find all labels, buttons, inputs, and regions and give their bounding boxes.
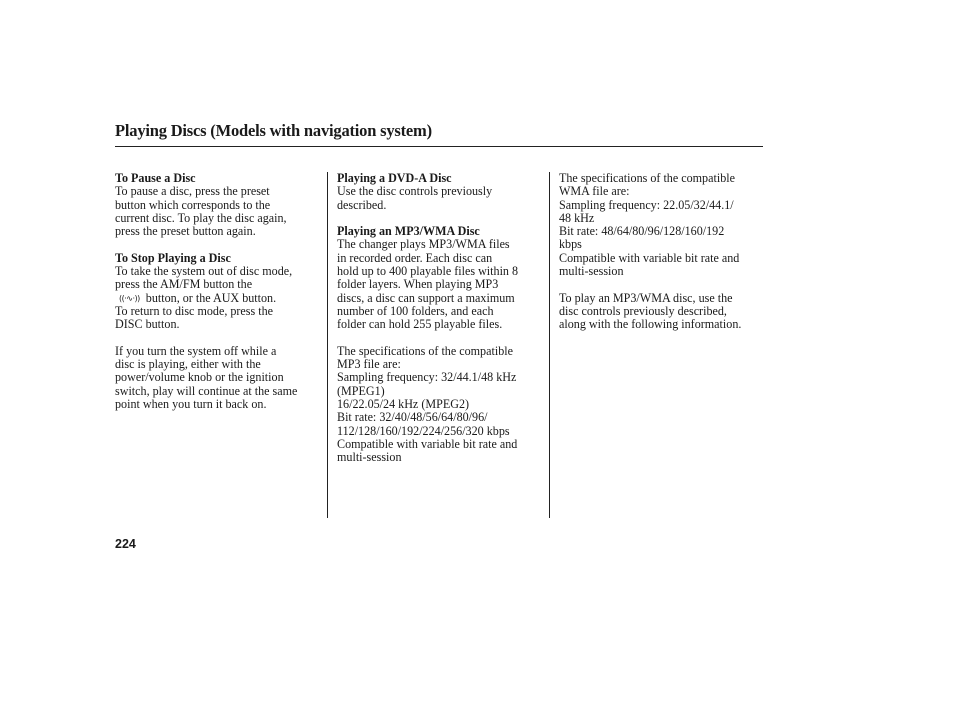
play-mp3-wma-text-line: disc controls previously described, [559,303,727,318]
stop-disc-text-line: To return to disc mode, press the [115,303,274,318]
mp3-wma-text-line: folder layers. When playing MP3 [337,277,499,292]
paragraph-gap [337,332,543,345]
column-divider-right [549,172,550,518]
mp3-wma-text-line: in recorded order. Each disc can [337,250,493,265]
title-divider [115,146,763,147]
power-off-text-line: power/volume knob or the ignition [115,370,284,385]
mp3-specs-text-line: The specifications of the compatible [337,343,513,358]
mp3-wma-text-line: hold up to 400 playable files within 8 [337,264,519,279]
wma-specs-text-line: The specifications of the compatible [559,171,735,185]
sound-mode-button-icon: ((·∿·)) [119,293,140,303]
pause-disc-heading: To Pause a Disc [115,171,196,185]
mp3-wma-text-line: The changer plays MP3/WMA files [337,237,510,252]
pause-disc-text-line: press the preset button again. [115,224,256,239]
wma-specs-text-line: WMA file are: [559,184,630,199]
mp3-specs-text-line: 112/128/160/192/224/256/320 kbps [337,423,510,438]
stop-disc-icon-line [115,292,321,305]
pause-disc-text-line: current disc. To play the disc again, [115,210,287,225]
stop-disc-text-line: press the AM/FM button the [115,277,253,292]
stop-disc-text-fragment: button, or the AUX button. [145,290,277,305]
column-divider-left [327,172,328,518]
power-off-text-line: point when you turn it back on. [115,397,267,412]
mp3-specs-text-line: 16/22.05/24 kHz (MPEG2) [337,397,470,412]
mp3-wma-heading: Playing an MP3/WMA Disc [337,224,480,239]
play-mp3-wma-text-line: along with the following information. [559,317,742,332]
page-title: Playing Discs (Models with navigation system) [115,121,432,140]
wma-specs-text-line: Bit rate: 48/64/80/96/128/160/192 [559,224,725,239]
power-off-text-line: switch, play will continue at the same [115,383,298,398]
dvd-a-text-line: Use the disc controls previously [337,184,493,199]
stop-disc-text-line: To take the system out of disc mode, [115,264,293,279]
paragraph-gap [115,238,321,251]
mp3-specs-text-line: Bit rate: 32/40/48/56/64/80/96/ [337,410,488,425]
mp3-specs-text-line: Sampling frequency: 32/44.1/48 kHz [337,370,517,385]
wma-specs-text-line: Compatible with variable bit rate and [559,250,740,265]
dvd-a-text-line: described. [337,197,387,212]
pause-disc-text-line: To pause a disc, press the preset [115,184,270,199]
stop-disc-heading: To Stop Playing a Disc [115,250,231,265]
wma-specs-text-line: 48 kHz [559,210,595,225]
power-off-text-line: If you turn the system off while a [115,343,277,358]
play-mp3-wma-text-line: To play an MP3/WMA disc, use the [559,290,733,305]
dvd-a-heading: Playing a DVD-A Disc [337,171,452,185]
column-left [115,172,321,411]
mp3-specs-text-line: multi-session [337,450,402,465]
paragraph-gap [115,332,321,345]
wma-specs-text-line: multi-session [559,264,624,279]
pause-disc-text-line: button which corresponds to the [115,197,271,212]
column-middle [337,172,543,465]
mp3-wma-text-line: number of 100 folders, and each [337,303,494,318]
stop-disc-text-line: DISC button. [115,317,180,332]
page-number: 224 [115,537,136,551]
column-right [559,172,763,332]
wma-specs-text-line: Sampling frequency: 22.05/32/44.1/ [559,197,734,212]
mp3-wma-text-line: discs, a disc can support a maximum [337,290,515,305]
wma-specs-text-line: kbps [559,237,582,252]
mp3-specs-text-line: MP3 file are: [337,357,401,372]
mp3-specs-text-line: Compatible with variable bit rate and [337,436,518,451]
mp3-specs-text-line: (MPEG1) [337,383,385,398]
paragraph-gap [559,278,763,291]
power-off-text-line: disc is playing, either with the [115,357,261,372]
paragraph-gap [337,212,543,225]
mp3-wma-text-line: folder can hold 255 playable files. [337,317,503,332]
